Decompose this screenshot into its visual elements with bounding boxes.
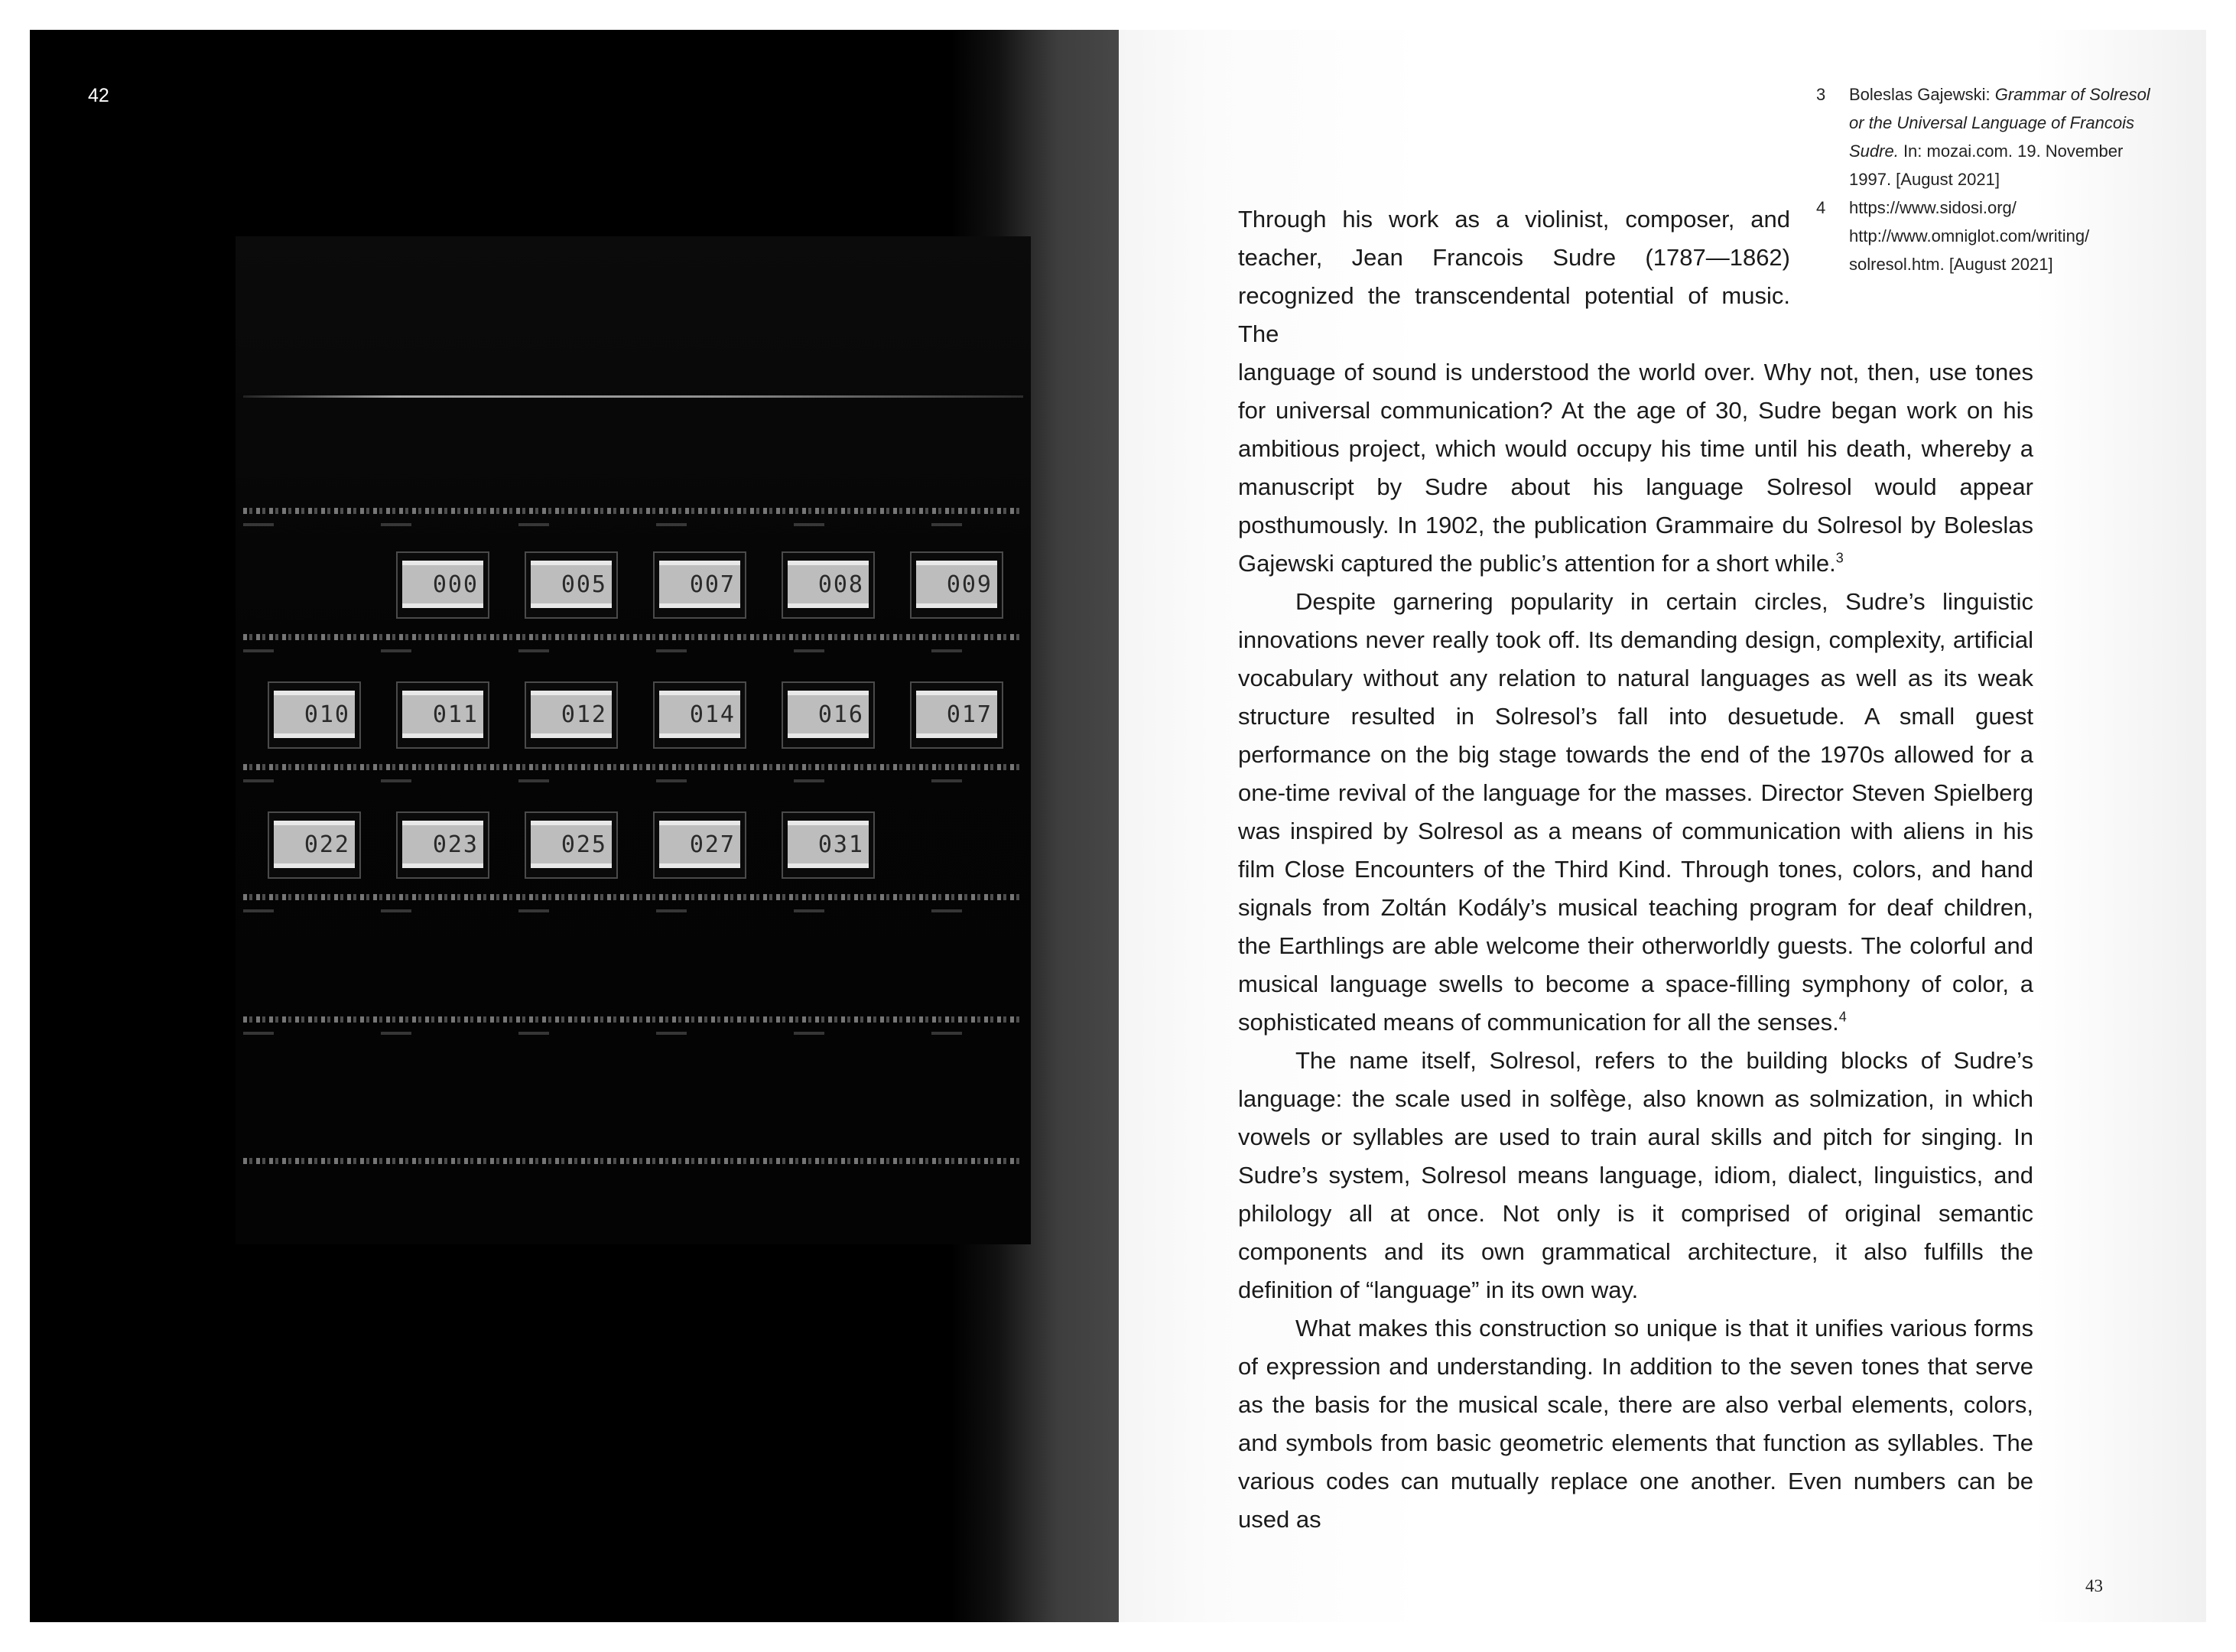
lcd-digits: 025 (561, 831, 607, 858)
lcd-display (916, 691, 997, 738)
contact-sheet-photo (236, 236, 1031, 1244)
lcd-digits: 031 (817, 831, 864, 858)
lcd-display (531, 561, 612, 608)
footnote-text: Boleslas Gajewski: (1849, 85, 1995, 104)
page-number-right: 43 (2085, 1576, 2103, 1595)
lcd-digits: 007 (689, 571, 736, 598)
lcd-display (659, 821, 740, 868)
lcd-display (659, 561, 740, 608)
lcd-digits: 008 (817, 571, 864, 598)
lcd-digits: 012 (561, 701, 607, 728)
footnote-3 (1816, 80, 2153, 193)
page-number-left: 42 (88, 85, 109, 106)
lcd-frame (910, 551, 1003, 619)
footnote-link: https://www.sidosi.org/ (1849, 198, 2017, 217)
lcd-digits: 011 (432, 701, 479, 728)
lcd-frame (396, 681, 489, 749)
lcd-display (402, 691, 483, 738)
paragraph-2-text: Despite garnering popularity in certain circles, Sudre’s linguistic innovations never really took off. Its demanding design, complexity, artificial vocabulary without any relation to natural languages as well as its weak structure resulted in Solresol’s fall into desuetude. A small guest performance on the big stage towards the end of the 1970s allowed for a one-time revival of the language for the masses. Director Steven Spielberg was inspired by Solresol as a means of communication with aliens in his film Close Encounters of the Third Kind. Through tones, colors, and hand signals from Zoltán Kodály’s musical teaching program for deaf children, the Earthlings are able welcome their otherworldly guests. The colorful and musical language swells to become a space-filling symphony of color, a sophisticated means of communication for all the senses. (1238, 588, 2033, 1036)
light-leak-line (243, 395, 1023, 398)
lcd-digits: 005 (561, 571, 607, 598)
lcd-digits: 022 (304, 831, 350, 858)
film-edge-marking (243, 1158, 1023, 1164)
footnote-title: Grammar of Solresol or the Universal Language of Francois Sudre. (1849, 85, 2150, 161)
lcd-display (788, 821, 869, 868)
film-edge-marking (243, 1016, 1023, 1023)
lcd-display (274, 691, 355, 738)
lcd-display (531, 821, 612, 868)
lcd-frame (782, 681, 875, 749)
film-edge-marking (243, 894, 1023, 900)
film-edge-marking (243, 523, 1023, 526)
lcd-display (274, 821, 355, 868)
lcd-frame (653, 681, 746, 749)
lcd-digits: 017 (946, 701, 993, 728)
film-edge-marking (243, 508, 1023, 514)
lcd-display (659, 691, 740, 738)
body-text (1238, 200, 2033, 1539)
lcd-frame (653, 551, 746, 619)
lcd-digits: 016 (817, 701, 864, 728)
film-edge-marking (243, 1032, 1023, 1035)
paragraph-3: The name itself, Solresol, refers to the building blocks of Sudre’s language: the scale used in solfège, also known as solmization, in which vowels or syllables are used to train aural skills and pitch for singing. In Sudre’s system, Solresol means language, idiom, dialect, linguistics, and philology all at once. Not only is it comprised of original semantic components and its own grammatical architecture, it also fulfills the definition of “language” in its own way. (1238, 1047, 2033, 1303)
lcd-display (916, 561, 997, 608)
lcd-display (402, 821, 483, 868)
lcd-frame (525, 681, 618, 749)
paragraph-1-narrow: Through his work as a violinist, composer, and teacher, Jean Francois Sudre (1787—1862) recognized the transcendental potential of music. The (1238, 206, 1790, 347)
lcd-digits: 009 (946, 571, 993, 598)
film-edge-marking (243, 649, 1023, 652)
film-edge-marking (243, 764, 1023, 770)
footnote-number: 3 (1816, 85, 1826, 104)
lcd-frame (268, 681, 361, 749)
paragraph-1-text: language of sound is understood the world over. Why not, then, use tones for universal communication? At the age of 30, Sudre began work on his ambitious project, which would occupy his time until his death, whereby a manuscript by Sudre about his language Solresol would appear posthumously. In 1902, the publication Grammaire du Solresol by Boleslas Gajewski captured the public’s attention for a short while. (1238, 359, 2033, 577)
film-edge-marking (243, 779, 1023, 782)
paragraph-1 (1238, 353, 2033, 583)
lcd-digits: 014 (689, 701, 736, 728)
lcd-frame (653, 811, 746, 879)
paragraph-4: What makes this construction so unique is that it unifies various forms of expression and understanding. In addition to the seven tones that serve as the basis for the musical scale, there are also verbal elements, colors, and symbols from basic geometric elements that function as syllables. The various codes can mutually replace one another. Even numbers can be used as (1238, 1315, 2033, 1533)
lcd-frame (525, 551, 618, 619)
lcd-frame (396, 811, 489, 879)
lcd-frame (268, 811, 361, 879)
lcd-frame (782, 811, 875, 879)
footnote-link: http://www.omniglot.com/writing/ (1849, 226, 2090, 246)
footnote-text: solresol.htm. [August 2021] (1849, 255, 2053, 274)
paragraph-2 (1238, 583, 2033, 1042)
lcd-digits: 023 (432, 831, 479, 858)
lcd-display (788, 691, 869, 738)
lcd-frame (782, 551, 875, 619)
lcd-display (788, 561, 869, 608)
lcd-frame (396, 551, 489, 619)
left-page (30, 30, 1119, 1622)
footnote-number: 4 (1816, 198, 1826, 217)
lcd-digits: 000 (432, 571, 479, 598)
film-edge-marking (243, 909, 1023, 912)
footnote-ref: 4 (1838, 1009, 1847, 1025)
footnote-text: In: mozai.com. 19. November 1997. [August 2021] (1849, 141, 2124, 189)
lcd-digits: 010 (304, 701, 350, 728)
lcd-display (531, 691, 612, 738)
lcd-frame (910, 681, 1003, 749)
footnote-ref: 3 (1835, 550, 1844, 566)
film-edge-marking (243, 634, 1023, 640)
lcd-display (402, 561, 483, 608)
lcd-frame (525, 811, 618, 879)
lcd-digits: 027 (689, 831, 736, 858)
